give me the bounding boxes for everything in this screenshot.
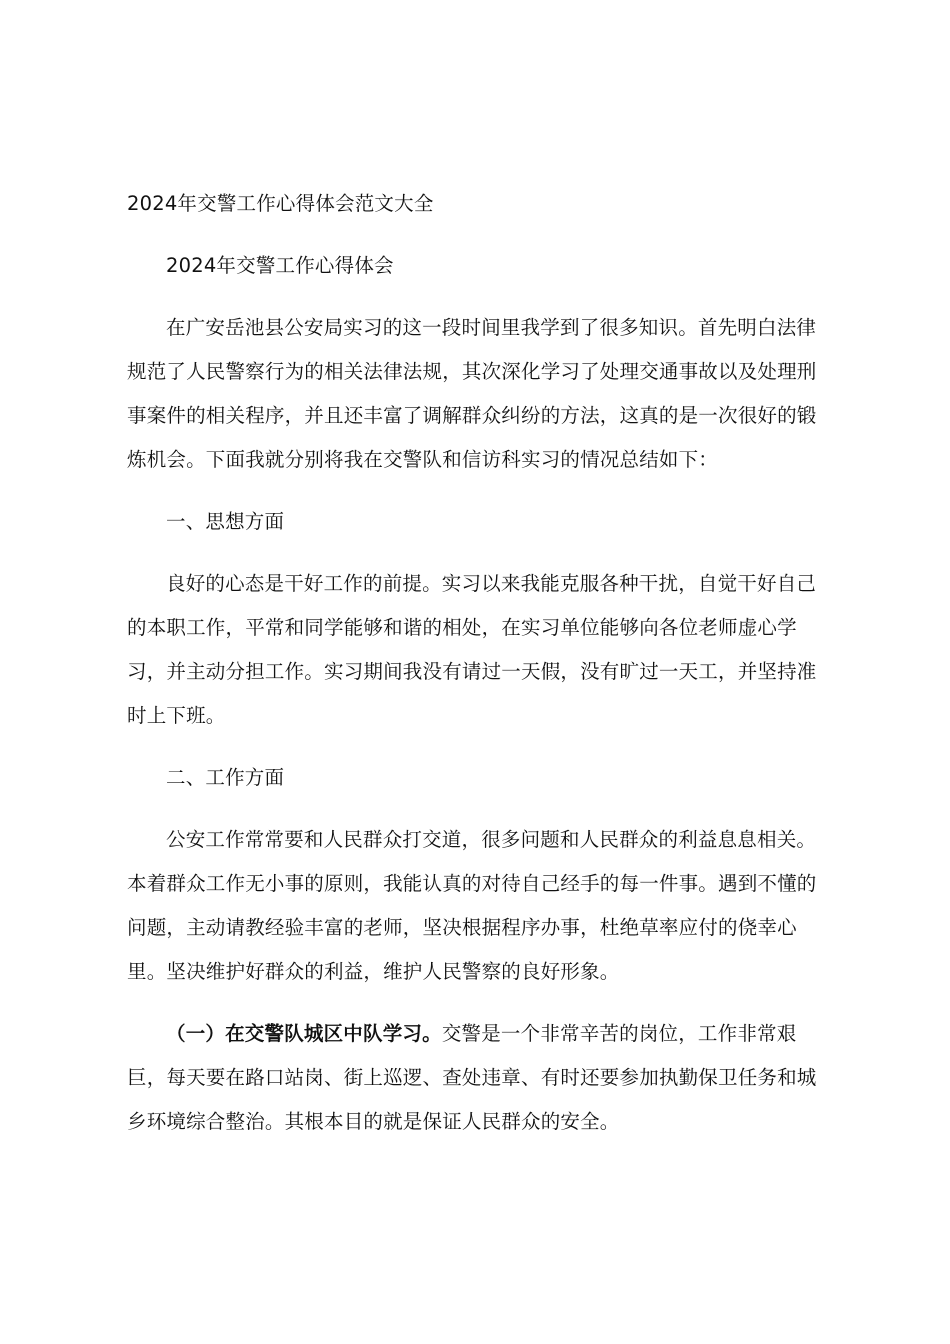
subsection-body: 交警是一个非常辛苦的岗位，工作非常艰巨，每天要在路口站岗、街上巡逻、查处违章、有时还要参加执勤保卫任务和城乡环境综合整治。其根本目的就是保证人民群众的安全。: [127, 1022, 817, 1133]
section-heading-work: 二、工作方面: [166, 766, 285, 789]
section-heading-thought: 一、思想方面: [166, 510, 285, 533]
section-paragraph-thought: 良好的心态是干好工作的前提。实习以来我能克服各种干扰，自觉干好自己的本职工作，平常和同学能够和谐的相处，在实习单位能够向各位老师虚心学习，并主动分担工作。实习期间我没有请过一天假，没有旷过一天工，并坚持准时上下班。: [127, 572, 817, 727]
subsection-paragraph-traffic-squad: [127, 1012, 827, 1144]
document-subtitle: 2024年交警工作心得体会: [166, 254, 394, 277]
document-body: [127, 182, 827, 1162]
subsection-lead: （一）在交警队城区中队学习。: [166, 1022, 442, 1045]
intro-paragraph: 在广安岳池县公安局实习的这一段时间里我学到了很多知识。首先明白法律规范了人民警察行为的相关法律法规，其次深化学习了处理交通事故以及处理刑事案件的相关程序，并且还丰富了调解群众纠纷的方法，这真的是一次很好的锻炼机会。下面我就分别将我在交警队和信访科实习的情况总结如下：: [127, 316, 817, 471]
document-title: 2024年交警工作心得体会范文大全: [127, 192, 434, 215]
section-paragraph-work: 公安工作常常要和人民群众打交道，很多问题和人民群众的利益息息相关。本着群众工作无小事的原则，我能认真的对待自己经手的每一件事。遇到不懂的问题，主动请教经验丰富的老师，坚决根据程序办事，杜绝草率应付的侥幸心里。坚决维护好群众的利益，维护人民警察的良好形象。: [127, 828, 817, 983]
